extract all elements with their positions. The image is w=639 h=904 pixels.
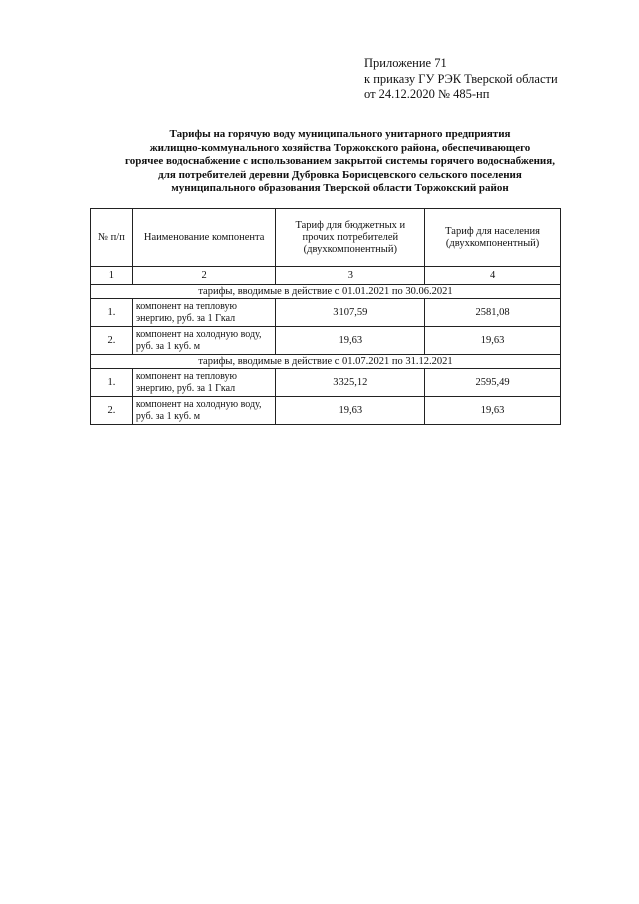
title-line: жилищно-коммунального хозяйства Торжокского района, обеспечивающего (149, 141, 531, 154)
row-number: 1. (91, 369, 133, 397)
table-row (91, 299, 561, 327)
column-number: 1 (91, 267, 133, 285)
population-tariff-value: 19,63 (425, 397, 561, 425)
component-name: компонент на холодную воду, руб. за 1 куб. м (132, 397, 276, 425)
document-title (60, 128, 620, 196)
header-population-tariff: Тариф для населения (двухкомпонентный) (425, 209, 561, 267)
table-header-row (91, 209, 561, 267)
column-number: 4 (425, 267, 561, 285)
appendix-reference (364, 56, 558, 103)
table-row (91, 397, 561, 425)
budget-tariff-value: 3107,59 (276, 299, 425, 327)
period-row (91, 355, 561, 369)
component-name: компонент на тепловую энергию, руб. за 1 Гкал (132, 369, 276, 397)
title-line: для потребителей деревни Дубровка Борисцевского сельского поселения (158, 168, 522, 181)
component-name: компонент на холодную воду, руб. за 1 куб. м (132, 327, 276, 355)
column-number-row (91, 267, 561, 285)
title-line: Тарифы на горячую воду муниципального унитарного предприятия (169, 128, 511, 140)
population-tariff-value: 2595,49 (425, 369, 561, 397)
tariff-table (90, 208, 561, 425)
row-number: 2. (91, 327, 133, 355)
row-number: 2. (91, 397, 133, 425)
period-row (91, 285, 561, 299)
row-number: 1. (91, 299, 133, 327)
appendix-date: от 24.12.2020 № 485-нп (364, 87, 490, 101)
population-tariff-value: 2581,08 (425, 299, 561, 327)
budget-tariff-value: 19,63 (276, 397, 425, 425)
appendix-order: к приказу ГУ РЭК Тверской области (364, 71, 558, 86)
period-label: тарифы, вводимые в действие с 01.07.2021 по 31.12.2021 (91, 355, 561, 369)
header-budget-tariff: Тариф для бюджетных и прочих потребителей (двухкомпонентный) (276, 209, 425, 267)
period-label: тарифы, вводимые в действие с 01.01.2021 по 30.06.2021 (91, 285, 561, 299)
header-number: № п/п (91, 209, 133, 267)
table-row (91, 327, 561, 355)
component-name: компонент на тепловую энергию, руб. за 1 Гкал (132, 299, 276, 327)
budget-tariff-value: 19,63 (276, 327, 425, 355)
column-number: 2 (132, 267, 276, 285)
title-line: горячее водоснабжение с использованием закрытой системы горячего водоснабжения, (125, 155, 555, 168)
header-component: Наименование компонента (132, 209, 276, 267)
table-row (91, 369, 561, 397)
title-line: муниципального образования Тверской области Торжокский район (171, 182, 509, 195)
appendix-number: Приложение 71 (364, 56, 447, 70)
column-number: 3 (276, 267, 425, 285)
budget-tariff-value: 3325,12 (276, 369, 425, 397)
population-tariff-value: 19,63 (425, 327, 561, 355)
